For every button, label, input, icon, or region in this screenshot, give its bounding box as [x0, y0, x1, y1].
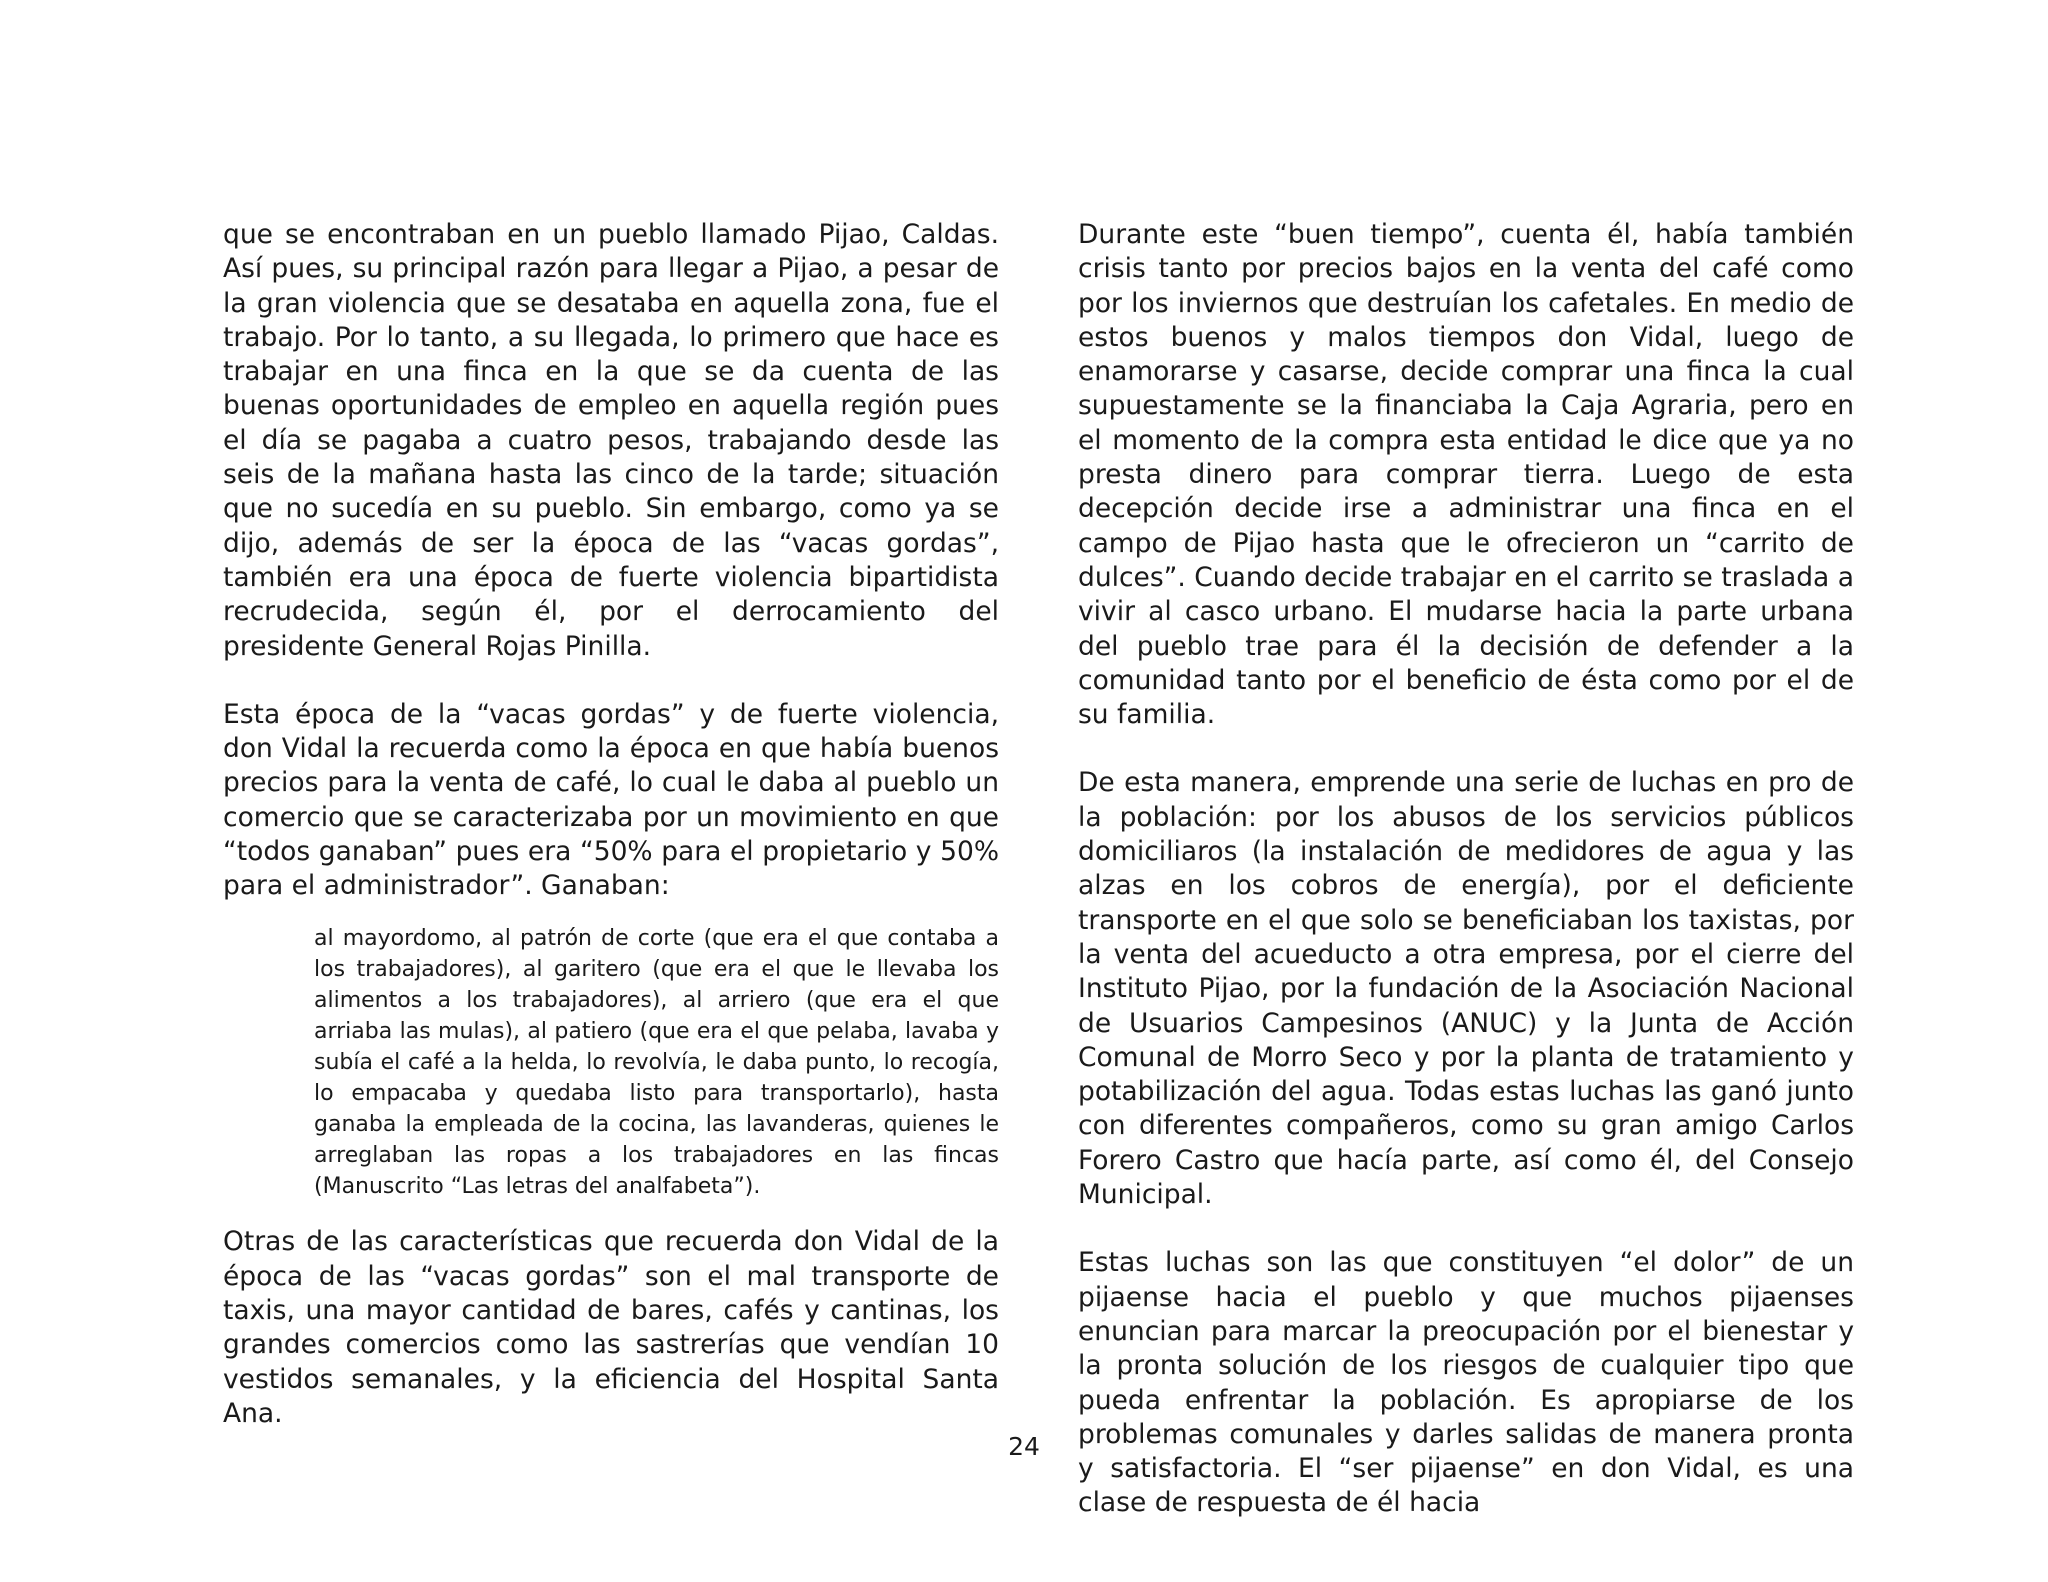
left-paragraph-2: Esta época de la “vacas gordas” y de fuerte violencia, don Vidal la recuerda como la época en que había buenos precios para la venta de café, lo cual le daba al pueblo un comercio que se caracterizaba por un movimiento en que “todos ganaban” pues era “50% para el propietario y 50% para el administrador”. Ganaban: [223, 698, 999, 902]
right-column [1078, 218, 1854, 1521]
right-paragraph-1: Durante este “buen tiempo”, cuenta él, había también crisis tanto por precios bajos en la venta del café como por los inviernos que destruían los cafetales. En medio de estos buenos y malos tiempos don Vidal, luego de enamorarse y casarse, decide comprar una finca la cual supuestamente se la financiaba la Caja Agraria, pero en el momento de la compra esta entidad le dice que ya no presta dinero para comprar tierra. Luego de esta decepción decide irse a administrar una finca en el campo de Pijao hasta que le ofrecieron un “carrito de dulces”. Cuando decide trabajar en el carrito se traslada a vivir al casco urbano. El mudarse hacia la parte urbana del pueblo trae para él la decisión de defender a la comunidad tanto por el beneficio de ésta como por el de su familia. [1078, 219, 1854, 731]
right-paragraph-3: Estas luchas son las que constituyen “el dolor” de un pijaense hacia el pueblo y que muchos pijaenses enuncian para marcar la preocupación por el bienestar y la pronta solución de los riesgos de cualquier tipo que pueda enfrentar la población. Es apropiarse de los problemas comunales y darles salidas de manera pronta y satisfactoria. El “ser pijaense” en don Vidal, es una clase de respuesta de él hacia [1078, 1247, 1854, 1519]
block-quote: al mayordomo, al patrón de corte (que era el que contaba a los trabajadores), al garitero (que era el que le llevaba los alimentos a los trabajadores), al arriero (que era el que arriaba las mulas), al patiero (que era el que pelaba, lavaba y subía el café a la helda, lo revolvía, le daba punto, lo recogía, lo empacaba y quedaba listo para transportarlo), hasta ganaba la empleada de la cocina, las lavanderas, quienes le arreglaban las ropas a los trabajadores en las fincas (Manuscrito “Las letras del analfabeta”). [314, 925, 999, 1200]
left-paragraph-3: Otras de las características que recuerda don Vidal de la época de las “vacas gordas” son el mal transporte de taxis, una mayor cantidad de bares, cafés y cantinas, los grandes comercios como las sastrerías que vendían 10 vestidos semanales, y la eficiencia del Hospital Santa Ana. [223, 1226, 999, 1429]
right-paragraph-2: De esta manera, emprende una serie de luchas en pro de la población: por los abusos de los servicios públicos domiciliaros (la instalación de medidores de agua y las alzas en los cobros de energía), por el deficiente transporte en el que solo se beneficiaban los taxistas, por la venta del acueducto a otra empresa, por el cierre del Instituto Pijao, por la fundación de la Asociación Nacional de Usuarios Campesinos (ANUC) y la Junta de Acción Comunal de Morro Seco y por la planta de tratamiento y potabilización del agua. Todas estas luchas las ganó junto con diferentes compañeros, como su gran amigo Carlos Forero Castro que hacía parte, así como él, del Consejo Municipal. [1078, 767, 1854, 1211]
paragraph-spacer [1078, 732, 1854, 766]
paragraph-spacer [1078, 1212, 1854, 1246]
paragraph-spacer [223, 664, 999, 698]
left-column [223, 218, 999, 1431]
page-number: 24 [1008, 1432, 1040, 1461]
left-paragraph-1: que se encontraban en un pueblo llamado Pijao, Caldas. Así pues, su principal razón para llegar a Pijao, a pesar de la gran violencia que se desataba en aquella zona, fue el trabajo. Por lo tanto, a su llegada, lo primero que hace es trabajar en una finca en la que se da cuenta de las buenas oportunidades de empleo en aquella región pues el día se pagaba a cuatro pesos, trabajando desde las seis de la mañana hasta las cinco de la tarde; situación que no sucedía en su pueblo. Sin embargo, como ya se dijo, además de ser la época de las “vacas gordas”, también era una época de fuerte violencia bipartidista recrudecida, según él, por el derrocamiento del presidente General Rojas Pinilla. [223, 219, 999, 662]
block-quote-container [223, 904, 999, 1226]
